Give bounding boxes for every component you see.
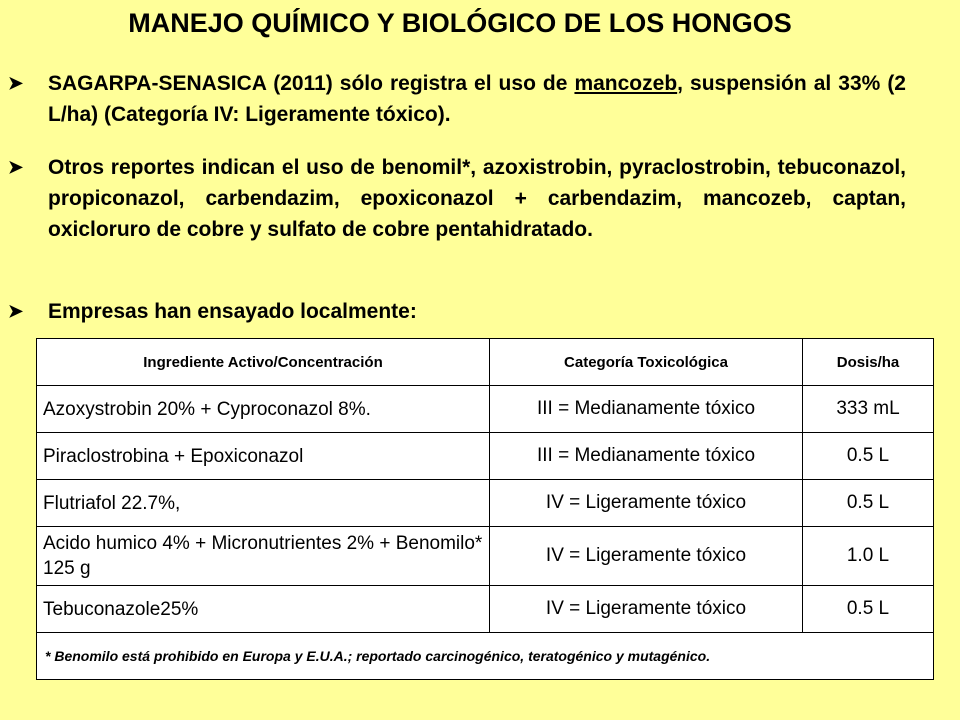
header-dosis: Dosis/ha [803, 339, 934, 386]
cell-dosis: 333 mL [803, 386, 934, 433]
cell-categoria: IV = Ligeramente tóxico [490, 480, 803, 527]
bullet-sagarpa [8, 68, 906, 130]
cell-dosis: 0.5 L [803, 480, 934, 527]
bullet-text: Empresas han ensayado localmente: [48, 300, 417, 323]
bullet-empresas [8, 296, 906, 327]
table-row [37, 433, 934, 480]
footnote: * Benomilo está prohibido en Europa y E.U.A.; reportado carcinogénico, teratogénico y mutagénico. [37, 633, 934, 680]
bullet-otros-reportes [8, 152, 906, 245]
table-row [37, 527, 934, 586]
bullet-text: Otros reportes indican el uso de benomil*, azoxistrobin, pyraclostrobin, tebuconazol, propiconazol, carbendazim, epoxiconazol + carbendazim, mancozeb, captan, oxicloruro de cobre y sulfato de cobre pentahidratado. [48, 156, 906, 241]
header-categoria: Categoría Toxicológica [490, 339, 803, 386]
cell-categoria: III = Medianamente tóxico [490, 433, 803, 480]
cell-categoria: IV = Ligeramente tóxico [490, 586, 803, 633]
cell-ingrediente: Azoxystrobin 20% + Cyproconazol 8%. [37, 386, 490, 433]
cell-ingrediente: Acido humico 4% + Micronutrientes 2% + Benomilo* 125 g [37, 527, 490, 586]
bullet-underlined-text: mancozeb [574, 72, 678, 95]
fungicide-table [36, 338, 934, 680]
table-row [37, 386, 934, 433]
cell-dosis: 0.5 L [803, 433, 934, 480]
arrow-bullet-icon: ➤ [8, 301, 24, 321]
cell-ingrediente: Piraclostrobina + Epoxiconazol [37, 433, 490, 480]
cell-ingrediente: Tebuconazole25% [37, 586, 490, 633]
cell-categoria: IV = Ligeramente tóxico [490, 527, 803, 586]
cell-dosis: 1.0 L [803, 527, 934, 586]
slide-title: MANEJO QUÍMICO Y BIOLÓGICO DE LOS HONGOS [128, 8, 792, 38]
cell-categoria: III = Medianamente tóxico [490, 386, 803, 433]
bullet-text: SAGARPA-SENASICA (2011) sólo registra el uso de [48, 72, 575, 95]
cell-ingrediente: Flutriafol 22.7%, [37, 480, 490, 527]
table-footnote-row [37, 633, 934, 680]
arrow-bullet-icon: ➤ [8, 157, 24, 177]
table-row [37, 586, 934, 633]
table-header-row [37, 339, 934, 386]
bullet-text: , suspensión al 33% (2 L/ha) (Categoría IV: Ligeramente tóxico). [48, 72, 906, 126]
header-ingrediente: Ingrediente Activo/Concentración [37, 339, 490, 386]
arrow-bullet-icon: ➤ [8, 73, 24, 93]
table-row [37, 480, 934, 527]
cell-dosis: 0.5 L [803, 586, 934, 633]
